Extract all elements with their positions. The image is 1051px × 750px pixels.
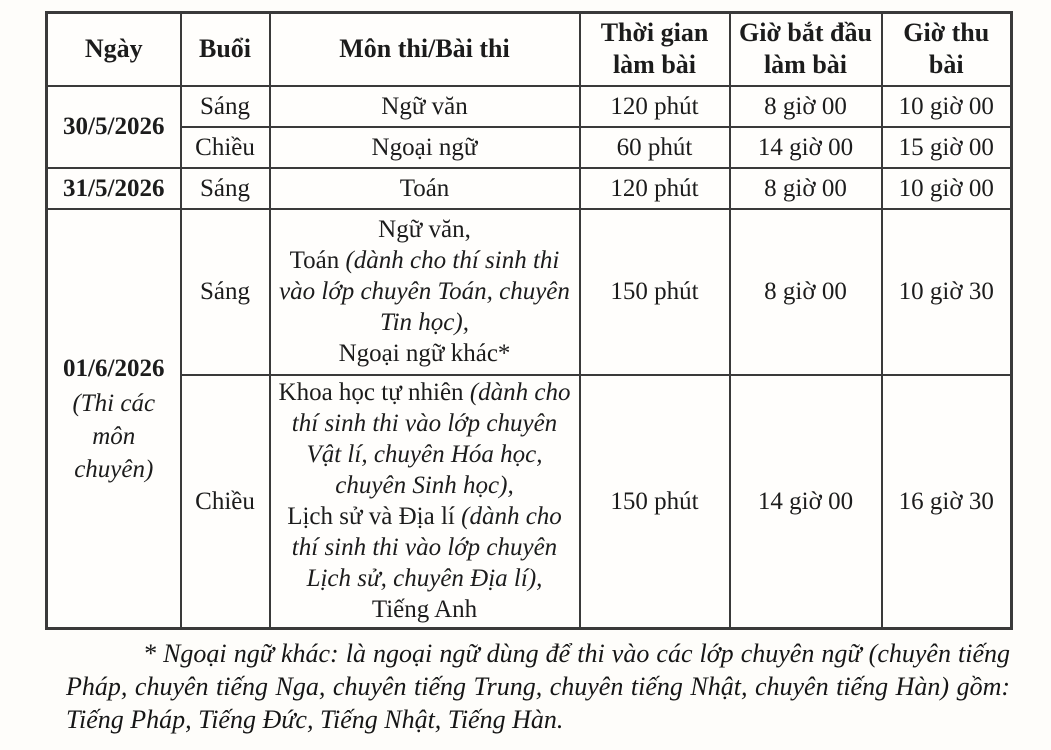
start-time-cell: 14 giờ 00: [730, 375, 882, 629]
table-row: [47, 127, 1012, 168]
subject-cell: Ngoại ngữ: [270, 127, 580, 168]
header-subject: Môn thi/Bài thi: [270, 13, 580, 86]
exam-schedule-table: [45, 11, 1013, 630]
collect-time-cell: 16 giờ 30: [882, 375, 1012, 629]
header-row: [47, 13, 1012, 86]
collect-time-cell: 10 giờ 00: [882, 86, 1012, 127]
session-cell: Chiều: [181, 127, 270, 168]
date-value: 01/6/2026: [63, 354, 165, 382]
subject-part: Toán: [289, 247, 346, 274]
start-time-cell: 8 giờ 00: [730, 209, 882, 375]
header-duration: Thời gian làm bài: [580, 13, 730, 86]
header-start-time: Giờ bắt đầu làm bài: [730, 13, 882, 86]
header-date: Ngày: [47, 13, 181, 86]
table-row: [47, 86, 1012, 127]
date-cell: 30/5/2026: [47, 86, 181, 168]
subject-part-note: (dành cho thí sinh thi vào lớp chuyên Toán, chuyên Tin học),: [279, 247, 570, 336]
session-cell: Sáng: [181, 86, 270, 127]
subject-part: Ngữ văn,: [378, 216, 471, 243]
start-time-cell: 8 giờ 00: [730, 168, 882, 209]
duration-cell: 60 phút: [580, 127, 730, 168]
date-cell: [47, 209, 181, 629]
subject-part: Lịch sử và Địa lí: [287, 503, 462, 531]
duration-cell: 120 phút: [580, 168, 730, 209]
collect-time-cell: 10 giờ 00: [882, 168, 1012, 209]
subject-part: Tiếng Anh: [371, 596, 478, 624]
table-row: [47, 168, 1012, 209]
subject-cell: [270, 209, 580, 375]
session-cell: Sáng: [181, 168, 270, 209]
collect-time-cell: 10 giờ 30: [882, 209, 1012, 375]
session-cell: Chiều: [181, 375, 270, 629]
subject-part-note: (dành cho thí sinh thi vào lớp chuyên Vật lí, chuyên Hóa học, chuyên Sinh học),: [291, 379, 571, 500]
subject-cell: Toán: [270, 168, 580, 209]
date-cell: 31/5/2026: [47, 168, 181, 209]
header-session: Buổi: [181, 13, 270, 86]
footnote: * Ngoại ngữ khác: là ngoại ngữ dùng để thi vào các lớp chuyên ngữ (chuyên tiếng Pháp, chuyên tiếng Nga, chuyên tiếng Trung, chuyên tiếng Nhật, chuyên tiếng Hàn) gồm: Tiếng Pháp, Tiếng Đức, Tiếng Nhật, Tiếng Hàn.: [66, 639, 1010, 734]
header-collect-time: Giờ thu bài: [882, 13, 1012, 86]
collect-time-cell: 15 giờ 00: [882, 127, 1012, 168]
subject-part: Ngoại ngữ khác*: [338, 340, 511, 367]
date-note: (Thi các môn chuyên): [72, 389, 156, 483]
subject-cell: Ngữ văn: [270, 86, 580, 127]
table-row: [47, 375, 1012, 629]
duration-cell: 150 phút: [580, 375, 730, 629]
start-time-cell: 8 giờ 00: [730, 86, 882, 127]
duration-cell: 150 phút: [580, 209, 730, 375]
subject-cell: [270, 375, 580, 629]
table-row: [47, 209, 1012, 375]
duration-cell: 120 phút: [580, 86, 730, 127]
subject-part: Khoa học tự nhiên: [278, 379, 470, 407]
start-time-cell: 14 giờ 00: [730, 127, 882, 168]
session-cell: Sáng: [181, 209, 270, 375]
subject-part-note: (dành cho thí sinh thi vào lớp chuyên Lịch sử, chuyên Địa lí),: [291, 503, 562, 593]
